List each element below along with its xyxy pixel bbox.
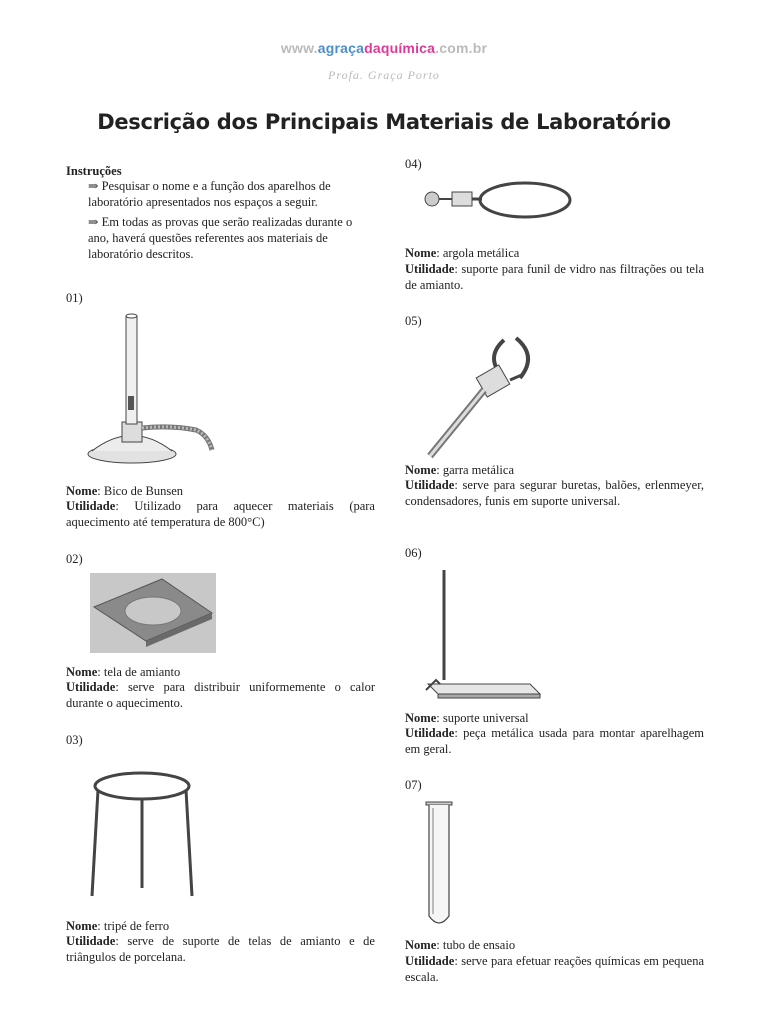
arrow-icon: ⇒ [88, 179, 99, 193]
instruction-item-2: ⇒ Em todas as provas que serão realizadas durante o ano, haverá questões referentes aos materiais de laboratório descritos. [88, 215, 353, 261]
item-name: Nome: tripé de ferro [66, 919, 170, 933]
item-number: 02) [66, 552, 83, 566]
wire-gauze-image [90, 573, 216, 653]
item-utility: Utilidade: peça metálica usada para montar aparelhagem em geral. [405, 726, 704, 756]
item-number: 01) [66, 291, 83, 305]
item-utility: Utilidade: serve de suporte de telas de amianto e de triângulos de porcelana. [66, 934, 375, 964]
item-number: 03) [66, 733, 83, 747]
item-name: Nome: suporte universal [405, 711, 529, 725]
arrow-icon: ⇒ [88, 215, 99, 229]
test-tube-image [424, 800, 460, 934]
item-utility: Utilidade: Utilizado para aquecer materiais (para aquecimento até temperatura de 800°C) [66, 499, 375, 529]
item-utility: Utilidade: suporte para funil de vidro nas filtrações ou tela de amianto. [405, 262, 704, 292]
item-number: 06) [405, 546, 422, 560]
item-number: 04) [405, 157, 422, 171]
instructions-heading: Instruções [66, 164, 122, 178]
item-name: Nome: tela de amianto [66, 665, 181, 679]
page-title: Descrição dos Principais Materiais de Laboratório [97, 110, 671, 134]
item-number: 07) [405, 778, 422, 792]
author-signature: Profa. Graça Porto [328, 68, 440, 82]
item-number: 05) [405, 314, 422, 328]
instruction-item-1: ⇒ Pesquisar o nome e a função dos aparelhos de laboratório apresentados nos espaços a seguir. [88, 179, 331, 209]
metal-clamp-image [424, 334, 544, 462]
tripod-image [86, 770, 198, 902]
bunsen-burner-image [86, 310, 216, 470]
item-utility: Utilidade: serve para segurar buretas, balões, erlenmeyer, condensadores, funis em suporte universal. [405, 478, 704, 508]
metal-ring-image [422, 178, 572, 222]
universal-stand-image [424, 568, 544, 704]
item-name: Nome: argola metálica [405, 246, 520, 260]
site-url: www.agraçadaquímica.com.br [280, 40, 488, 56]
item-name: Nome: Bico de Bunsen [66, 484, 184, 498]
item-name: Nome: garra metálica [405, 463, 514, 477]
item-name: Nome: tubo de ensaio [405, 938, 516, 952]
item-utility: Utilidade: serve para efetuar reações químicas em pequena escala. [405, 954, 704, 984]
item-utility: Utilidade: serve para distribuir uniformemente o calor durante o aquecimento. [66, 680, 375, 710]
